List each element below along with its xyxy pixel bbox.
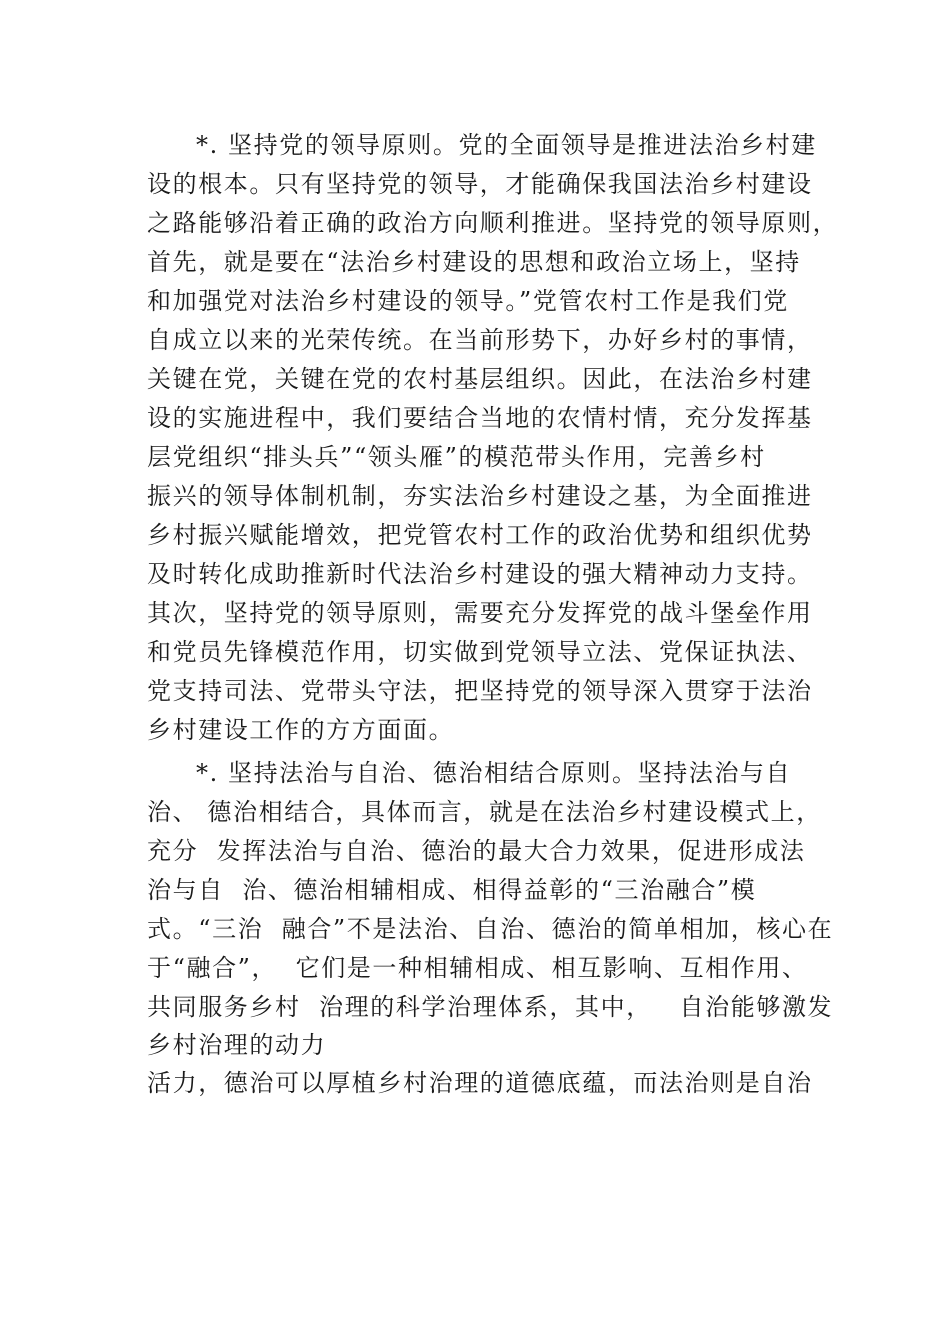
paragraph-1-line-10: 振兴的领导体制机制，夯实法治乡村建设之基，为全面推进 xyxy=(147,482,813,510)
paragraph-2-line-9: 活力，德治可以厚植乡村治理的道德底蕴，而法治则是自治 xyxy=(147,1069,813,1097)
paragraph-1-line-13: 其次，坚持党的领导原则，需要充分发挥党的战斗堡垒作用 xyxy=(147,599,813,627)
paragraph-2-line-6: 于“融合”， 它们是一种相辅相成、相互影响、互相作用、 xyxy=(147,954,808,982)
paragraph-1-line-12: 及时转化成助推新时代法治乡村建设的强大精神动力支持。 xyxy=(147,560,813,588)
paragraph-1-line-5: 和加强党对法治乡村建设的领导。”党管农村工作是我们党 xyxy=(147,287,789,315)
paragraph-1-line-16: 乡村建设工作的方方面面。 xyxy=(147,716,455,744)
paragraph-2-line-7: 共同服务乡村 治理的科学治理体系，其中， 自治能够激发 xyxy=(147,993,834,1021)
paragraph-1-line-1: *. 坚持党的领导原则。党的全面领导是推进法治乡村建 xyxy=(196,131,817,159)
paragraph-2-line-5: 式。“三治 融合”不是法治、自治、德治的简单相加，核心在 xyxy=(147,915,834,943)
paragraph-1-line-8: 设的实施进程中，我们要结合当地的农情村情，充分发挥基 xyxy=(147,404,813,432)
paragraph-1-line-4: 首先，就是要在“法治乡村建设的思想和政治立场上，坚持 xyxy=(147,248,801,276)
paragraph-2-line-8: 乡村治理的动力 xyxy=(147,1031,327,1059)
paragraph-1-line-14: 和党员先锋模范作用，切实做到党领导立法、党保证执法、 xyxy=(147,638,813,666)
paragraph-1-line-6: 自成立以来的光荣传统。在当前形势下，办好乡村的事情， xyxy=(147,326,813,354)
paragraph-1-line-3: 之路能够沿着正确的政治方向顺利推进。坚持党的领导原则， xyxy=(147,209,839,237)
paragraph-1-line-7: 关键在党，关键在党的农村基层组织。因此，在法治乡村建 xyxy=(147,365,813,393)
paragraph-2-line-4: 治与自 治、德治相辅相成、相得益彰的“三治融合”模 xyxy=(147,876,757,904)
paragraph-1-line-11: 乡村振兴赋能增效，把党管农村工作的政治优势和组织优势 xyxy=(147,521,813,549)
paragraph-1-line-2: 设的根本。只有坚持党的领导，才能确保我国法治乡村建设 xyxy=(147,170,813,198)
paragraph-2-line-3: 充分 发挥法治与自治、德治的最大合力效果，促进形成法 xyxy=(147,837,806,865)
paragraph-1-line-9: 层党组织“排头兵”“领头雁”的模范带头作用，完善乡村 xyxy=(147,443,766,471)
paragraph-2-line-1: *. 坚持法治与自治、德治相结合原则。坚持法治与自 xyxy=(196,759,792,787)
paragraph-1-line-15: 党支持司法、党带头守法，把坚持党的领导深入贯穿于法治 xyxy=(147,677,813,705)
paragraph-2-line-2: 治、 德治相结合，具体而言，就是在法治乡村建设模式上， xyxy=(147,798,822,826)
